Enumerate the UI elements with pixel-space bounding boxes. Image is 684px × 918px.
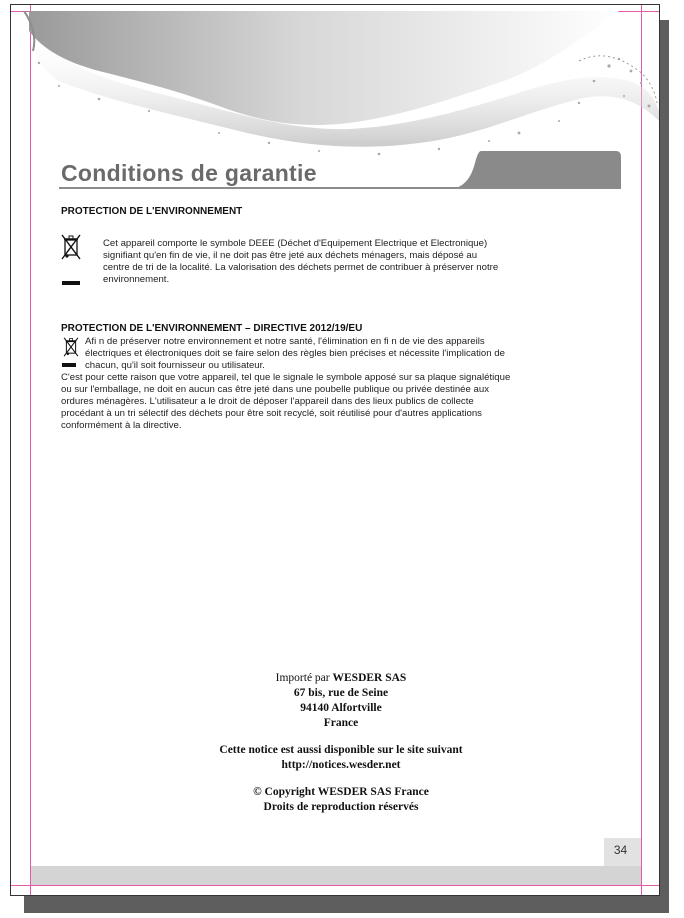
paragraph-line: ordures ménagères. L'utilisateur a le droit de déposer l'appareil dans des lieux publics de collecte [61, 396, 474, 407]
importer-country: France [323, 717, 359, 729]
weee-crossed-bin-icon [63, 337, 79, 357]
section-paragraph-2-body [61, 372, 637, 432]
paragraph-line: procédant à un tri sélectif des déchets pour être soit recyclé, soit réutilisé pour d'autres applications [61, 408, 482, 419]
weee-underline-bar [62, 281, 80, 285]
footer-bar [31, 866, 641, 885]
notice-availability: Cette notice est aussi disponible sur le site suivant [219, 744, 463, 756]
paragraph-line: électriques et électroniques doit se faire selon des règles bien précises et nécessite l'implication de [85, 348, 505, 359]
paragraph-line: Cet appareil comporte le symbole DEEE (Déchet d'Equipement Electrique et Electronique) [103, 238, 488, 249]
page-number: 34 [613, 843, 628, 857]
paragraph-line: conformément à la directive. [61, 420, 182, 431]
paragraph-line: environnement. [103, 274, 170, 285]
paragraph-line: Afi n de préserver notre environnement et notre santé, l'élimination en fi n de vie des appareils [85, 336, 485, 347]
importer-city: 94140 Alfortville [300, 702, 382, 714]
water-wave-decoration [19, 11, 659, 161]
paragraph-line: ou sur l'emballage, ne doit en aucun cas être jeté dans une poubelle publique ou privée destinée aux [61, 384, 489, 395]
paragraph-line: centre de tri de la localité. La valorisation des déchets permet de contribuer à préserver notre [103, 262, 499, 273]
trim-line-bottom [11, 885, 659, 886]
weee-underline-bar [62, 363, 76, 367]
weee-crossed-bin-icon [61, 234, 81, 260]
paragraph-line: signifiant qu'en fin de vie, il ne doit pas être jeté aux déchets ménagers, mais déposé au [103, 250, 478, 261]
notice-url: http://notices.wesder.net [281, 759, 401, 771]
title-underline [59, 187, 619, 189]
importer-line [131, 671, 551, 686]
importer-company: WESDER SAS [332, 672, 407, 684]
document-page [10, 4, 660, 896]
page-title: Conditions de garantie [61, 160, 317, 186]
importer-prefix: Importé par [275, 672, 333, 684]
section-heading-directive: PROTECTION DE L'ENVIRONNEMENT – DIRECTIVE 2012/19/EU [61, 323, 363, 334]
importer-street: 67 bis, rue de Seine [293, 687, 389, 699]
section-paragraph-2-indented [85, 336, 637, 372]
copyright-line: © Copyright WESDER SAS France [253, 786, 429, 798]
title-tab-decoration [451, 149, 621, 189]
importer-block [131, 671, 551, 815]
paragraph-line: C'est pour cette raison que votre appareil, tel que le signale le symbole apposé sur sa plaque signalétique [61, 372, 511, 383]
section-paragraph-1 [103, 238, 623, 286]
section-heading-environment: PROTECTION DE L'ENVIRONNEMENT [61, 206, 243, 217]
paragraph-line: chacun, qu'il soit fournisseur ou utilisateur. [85, 360, 265, 371]
rights-line: Droits de reproduction réservés [263, 801, 419, 813]
